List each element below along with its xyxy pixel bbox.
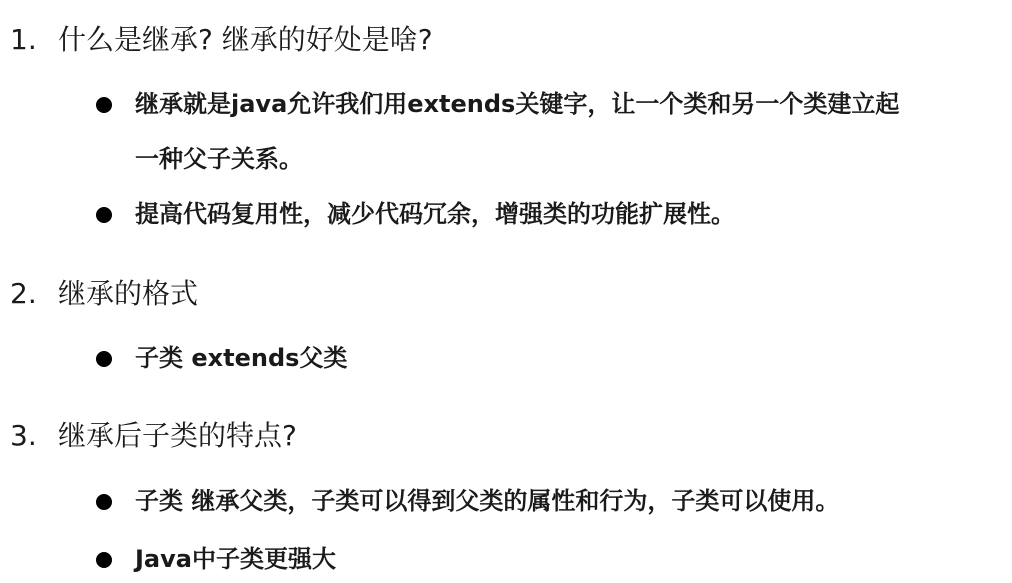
section-3-bullet-2-line-1: Java中子类更强大 <box>135 545 336 573</box>
section-3-number: 3. <box>10 419 37 452</box>
section-2-number: 2. <box>10 277 37 310</box>
bullet-dot-icon <box>96 97 112 113</box>
bullet-dot-icon <box>96 207 112 223</box>
section-1-number: 1. <box>10 23 37 56</box>
bullet-dot-icon <box>96 552 112 568</box>
section-3-bullet-1-line-1: 子类 继承父类，子类可以得到父类的属性和行为，子类可以使用。 <box>135 487 840 515</box>
bullet-dot-icon <box>96 351 112 367</box>
section-1-heading <box>10 20 433 60</box>
section-1-title: 什么是继承? 继承的好处是啥? <box>58 23 433 56</box>
section-3-heading <box>10 416 297 456</box>
section-1-bullet-2-line-1: 提高代码复用性，减少代码冗余，增强类的功能扩展性。 <box>135 200 735 228</box>
section-2-bullet-1-line-1: 子类 extends父类 <box>135 344 348 372</box>
section-2-heading <box>10 274 198 314</box>
section-3-title: 继承后子类的特点? <box>58 419 297 452</box>
section-1-bullet-1-line-1: 继承就是java允许我们用extends关键字，让一个类和另一个类建立起 <box>135 90 900 118</box>
section-2-title: 继承的格式 <box>58 277 199 310</box>
section-1-bullet-1-line-2: 一种父子关系。 <box>135 145 303 173</box>
bullet-dot-icon <box>96 494 112 510</box>
